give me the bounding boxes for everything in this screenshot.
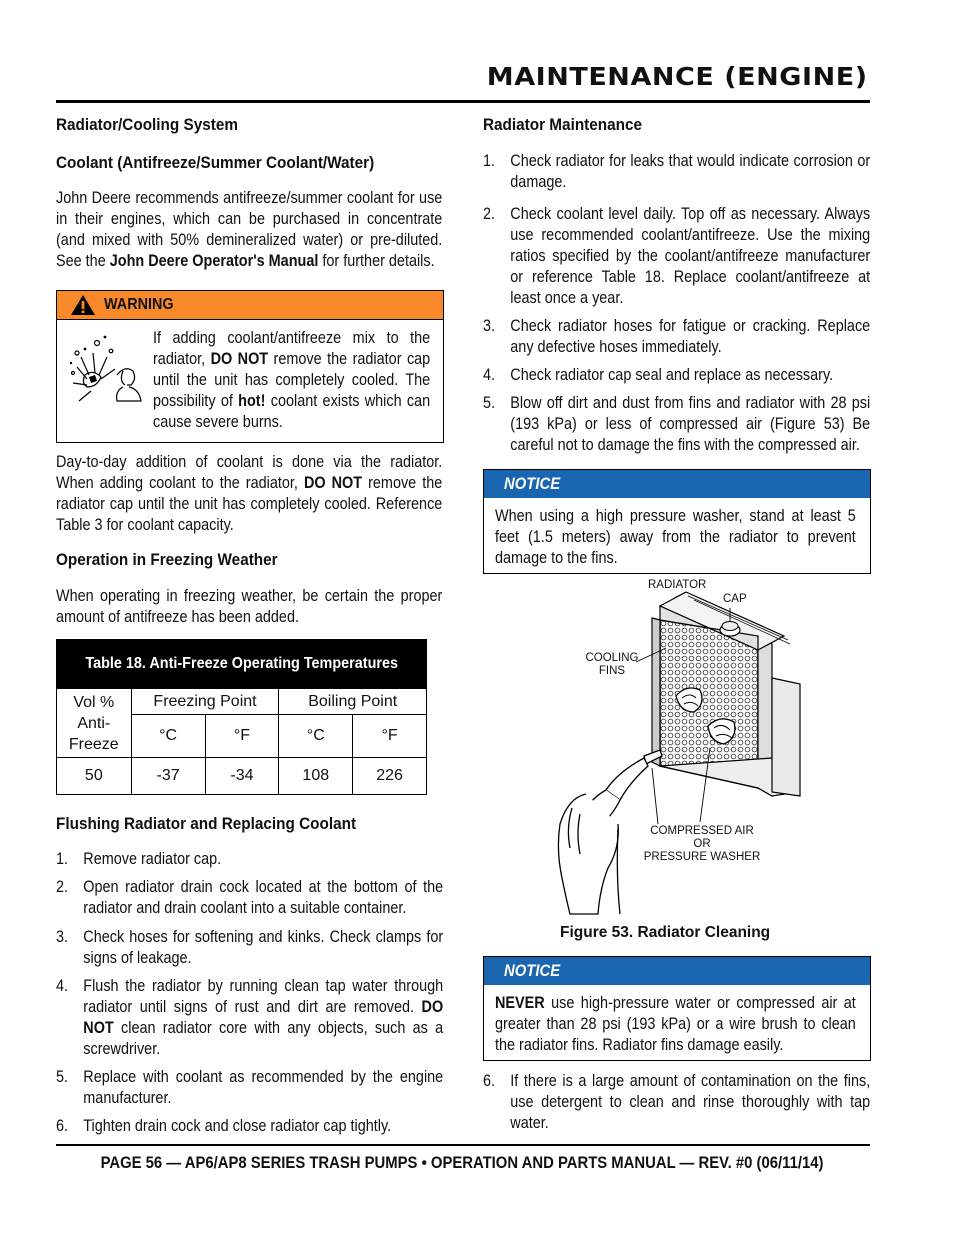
list-item: 1. Remove radiator cap. xyxy=(56,850,222,868)
col-freezing-point: Freezing Point xyxy=(131,689,279,715)
daily-coolant-paragraph: Day-to-day addition of coolant is done via the radiator. When adding coolant to the radiator, DO NOT remove the radiator cap until the unit has completely cooled. Reference Table 3 for coolant capacity. xyxy=(56,453,443,534)
label-compressed-air: COMPRESSED AIR OR PRESSURE WASHER xyxy=(643,825,761,863)
heading-coolant: Coolant (Antifreeze/Summer Coolant/Water) xyxy=(56,153,375,172)
label-radiator: RADIATOR xyxy=(648,579,707,591)
list-item: 5. Blow off dirt and dust from fins and radiator with 28 psi (193 kPa) or less of compressed air (Figure 53) Be careful not to damage the fins with the compressed air. xyxy=(483,394,871,454)
notice-header: NOTICE xyxy=(484,470,870,498)
page-footer: PAGE 56 — AP6/AP8 SERIES TRASH PUMPS • OPERATION AND PARTS MANUAL — REV. #0 (06/11/14) xyxy=(100,1154,824,1172)
cell-freeze-c: -37 xyxy=(131,758,205,795)
list-item: 6. Tighten drain cock and close radiator cap tightly. xyxy=(56,1117,392,1135)
list-item: 6. If there is a large amount of contamination on the fins, use detergent to clean and rinse thoroughly with tap water. xyxy=(483,1072,871,1132)
table-title: Table 18. Anti-Freeze Operating Temperatures xyxy=(57,640,427,689)
heading-flushing: Flushing Radiator and Replacing Coolant xyxy=(56,814,357,833)
warning-label: WARNING xyxy=(104,296,174,313)
unit-c-freeze: °C xyxy=(131,715,205,758)
notice-header: NOTICE xyxy=(484,957,870,985)
table-row xyxy=(57,758,427,795)
header-rule xyxy=(56,100,870,103)
warning-box xyxy=(56,290,444,443)
notice-text: NEVER use high-pressure water or compressed air at greater than 28 psi (193 kPa) or a wire brush to clean the radiator fins. Radiator fins damage easily. xyxy=(495,994,856,1054)
cell-vol: 50 xyxy=(57,758,132,795)
list-item: 3. Check hoses for softening and kinks. Check clamps for signs of leakage. xyxy=(56,928,444,967)
label-cooling-fins: COOLING FINS xyxy=(585,652,639,677)
unit-f-boil: °F xyxy=(353,715,427,758)
notice-text: When using a high pressure washer, stand at least 5 feet (1.5 meters) away from the radiator to prevent damage to the fins. xyxy=(495,507,856,567)
list-item: 2. Check coolant level daily. Top off as necessary. Always use recommended coolant/antifreeze. Use the mixing ratios specified by the coolant/antifreeze manufacturer or reference Table 18. Replace coolant/antifreeze at least once a year. xyxy=(483,205,871,307)
list-item: 1. Check radiator for leaks that would indicate corrosion or damage. xyxy=(483,152,871,191)
heading-radiator-cooling: Radiator/Cooling System xyxy=(56,115,238,134)
radiator-illustration xyxy=(652,592,800,796)
cell-boil-c: 108 xyxy=(279,758,353,795)
list-item: 2. Open radiator drain cock located at the bottom of the radiator and drain coolant into a suitable container. xyxy=(56,878,444,917)
list-item: 5. Replace with coolant as recommended by the engine manufacturer. xyxy=(56,1068,444,1107)
cell-freeze-f: -34 xyxy=(205,758,279,795)
coolant-paragraph: John Deere recommends antifreeze/summer coolant for use in their engines, which can be purchased in concentrate (and mixed with 50% demineralized water) or pre-diluted. See the John Deere Operator's Manual for further details. xyxy=(56,189,443,270)
page-title: MAINTENANCE (ENGINE) xyxy=(487,62,868,91)
figure-caption: Figure 53. Radiator Cleaning xyxy=(560,924,771,941)
unit-f-freeze: °F xyxy=(205,715,279,758)
warning-header xyxy=(57,291,443,320)
radiator-cleaning-figure xyxy=(548,578,808,918)
heading-freezing-weather: Operation in Freezing Weather xyxy=(56,550,278,569)
list-item: 4. Flush the radiator by running clean tap water through radiator until signs of rust and dirt are removed. DO NOT clean radiator core with any objects, such as a screwdriver. xyxy=(56,977,444,1058)
list-item: 4. Check radiator cap seal and replace as necessary. xyxy=(483,366,834,384)
notice-box-never-high-pressure xyxy=(483,956,871,1061)
unit-c-boil: °C xyxy=(279,715,353,758)
footer-rule xyxy=(56,1144,870,1146)
heading-radiator-maintenance: Radiator Maintenance xyxy=(483,115,642,134)
warning-text: If adding coolant/antifreeze mix to the radiator, DO NOT remove the radiator cap until the unit has completely cooled. The possibility of hot! coolant exists which can cause severe burns. xyxy=(153,329,431,431)
label-cap: CAP xyxy=(723,593,747,605)
warning-triangle-icon xyxy=(70,294,96,316)
col-vol-antifreeze: Vol % Anti-Freeze xyxy=(57,689,132,758)
notice-box-pressure-washer xyxy=(483,469,871,574)
cell-boil-f: 226 xyxy=(353,758,427,795)
antifreeze-table xyxy=(56,639,427,795)
hot-coolant-burn-icon xyxy=(67,329,145,407)
list-item: 3. Check radiator hoses for fatigue or cracking. Replace any defective hoses immediately. xyxy=(483,317,871,356)
col-boiling-point: Boiling Point xyxy=(279,689,427,715)
freezing-paragraph: When operating in freezing weather, be certain the proper amount of antifreeze has been added. xyxy=(56,587,443,626)
